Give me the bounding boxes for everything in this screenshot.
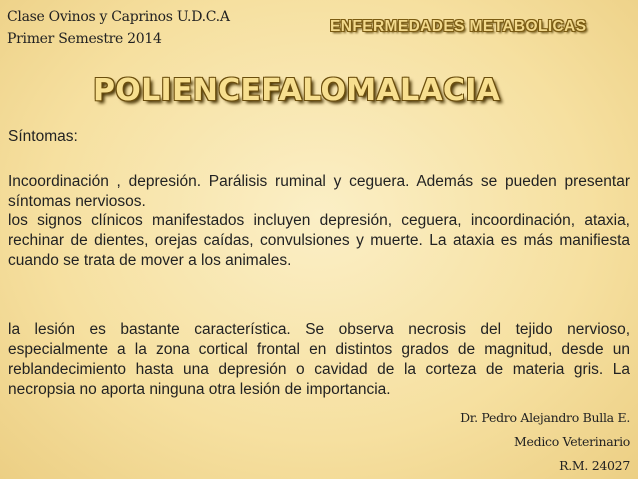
author-role: Medico Veterinario — [514, 434, 630, 449]
author-signature — [460, 406, 630, 478]
paragraph-symptoms: Incoordinación , depresión. Parálisis ruminal y ceguera. Además se pueden presentar síntomas nerviosos. — [8, 173, 630, 210]
topic-heading: ENFERMEDADES METABOLICAS — [330, 18, 587, 35]
author-registration: R.M. 24027 — [559, 458, 630, 473]
course-info — [7, 6, 230, 50]
author-name: Dr. Pedro Alejandro Bulla E. — [460, 410, 630, 425]
course-name: Clase Ovinos y Caprinos U.D.C.A — [7, 9, 230, 25]
semester-label: Primer Semestre 2014 — [7, 31, 162, 47]
paragraph-lesion: la lesión es bastante característica. Se observa necrosis del tejido nervioso, especialmente a la zona cortical frontal en distintos grados de magnitud, desde un reblandecimiento hasta una depresión o cavidad de la corteza de materia gris. La necropsia no aporta ninguna otra lesión de importancia. — [8, 321, 630, 398]
paragraph-clinical-signs: los signos clínicos manifestados incluyen depresión, ceguera, incoordinación, ataxia, rechinar de dientes, orejas caídas, convulsiones y muerte. La ataxia es más manifiesta cuando se trata de mover a los animales. — [8, 212, 630, 269]
page-title: POLIENCEFALOMALACIA — [93, 73, 501, 108]
symptoms-label: Síntomas: — [8, 128, 78, 145]
